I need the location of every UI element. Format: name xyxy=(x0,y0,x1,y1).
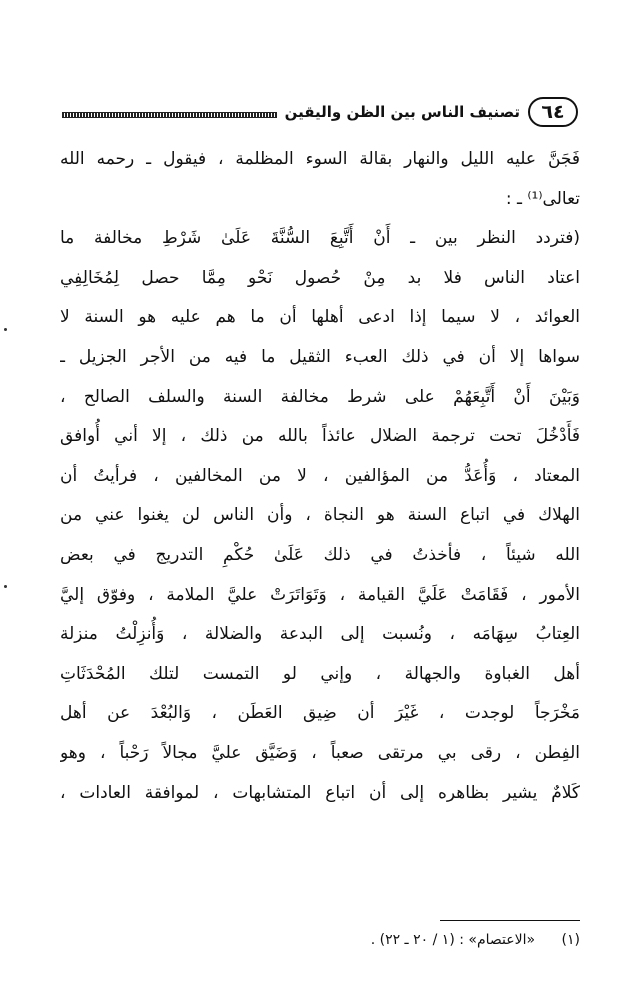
header-rule xyxy=(62,112,277,118)
footnote-rule xyxy=(440,920,580,921)
text-line: الله شيئاً ، فأخذتُ في ذلك عَلَىٰ حُكْمِ التدريج في بعض xyxy=(60,544,580,565)
text-line: العِتابُ سِهَامَه ، ونُسبت إلى البدعة والضلالة ، وَأُنزِلْتُ منزلة xyxy=(60,624,580,645)
text-line: الفِطن ، رقى بي مرتقى صعباً ، وَضَيَّق عليَّ مجالاً رَحْباً ، وهو xyxy=(60,742,580,763)
margin-mark xyxy=(4,585,7,588)
text-line: سواها إلا أن في ذلك العبء الثقيل ما فيه من الأجر الجزيل ـ xyxy=(60,346,580,367)
text-line: فَأَدْخُلَ تحت ترجمة الضلال عائذاً بالله من ذلك ، إلا أني أُوافق xyxy=(60,426,580,447)
body-text xyxy=(60,140,580,813)
margin-mark xyxy=(4,328,7,331)
text-line: العوائد ، لا سيما إذا ادعى أهلها أن ما هم عليه هو السنة لا xyxy=(60,307,580,328)
text-line: فَجَنَّ عليه الليل والنهار بقالة السوء المظلمة ، فيقول ـ رحمه الله xyxy=(60,149,580,169)
page-number: ٦٤ xyxy=(528,97,578,127)
text-line: الهلاك في اتباع السنة هو النجاة ، وأن الناس لن يغنوا عني من xyxy=(60,505,580,526)
running-title: تصنيف الناس بين الظن واليقين xyxy=(284,103,520,121)
text-line: (فتردد النظر بين ـ أَنْ أَتَّبِعَ السُّنَّةَ عَلَىٰ شَرْطِ مخالفة ما xyxy=(60,228,580,249)
text-line: تعالى⁽¹⁾ ـ : xyxy=(505,188,580,209)
footnote-text: «الاعتصام» : (١ / ٢٠ ـ ٢٢) . xyxy=(370,932,536,948)
page-header xyxy=(62,96,578,128)
text-line: مَخْرَجاً لوجدت ، غَيْرَ أن ضِيق العَطَن ، وَالبُعْدَ عن أهل xyxy=(60,703,580,724)
text-line: كَلامٌ يشير بظاهره إلى أن اتباع المتشابهات ، لموافقة العادات ، xyxy=(60,782,580,803)
footnote xyxy=(300,930,580,950)
text-line: اعتاد الناس فلا بد مِنْ حُصول نَحْو مِمَّا حصل لِمُخَالِفِي xyxy=(60,267,580,288)
text-line: وَبَيْنَ أَنْ أَتَّبِعَهُمْ على شرط مخالفة السنة والسلف الصالح ، xyxy=(60,386,580,407)
text-line: المعتاد ، وَأُعَدُّ من المؤالفين ، لا من المخالفين ، فرأيتُ أن xyxy=(60,465,580,486)
text-line: الأمور ، فَقَامَتْ عَلَيَّ القيامة ، وَتَوَاتَرَتْ عليَّ الملامة ، وفوّق إليَّ xyxy=(60,584,580,605)
footnote-marker: (١) xyxy=(561,932,580,948)
text-line: أهل الغباوة والجهالة ، وإني لو التمست لتلك المُحْدَثَاتِ xyxy=(60,663,580,684)
